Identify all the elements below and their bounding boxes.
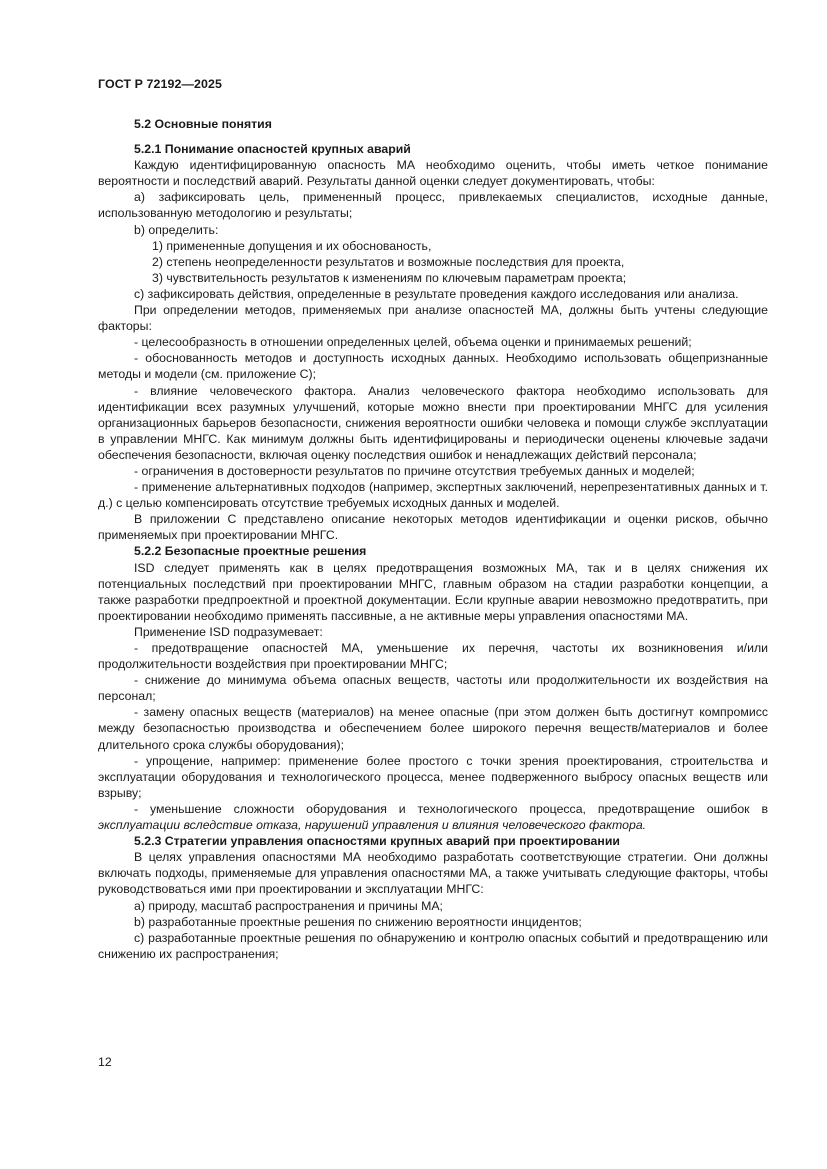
bullet-item: - предотвращение опасностей МА, уменьшение их перечня, частоты их возникновения и/или продолжительности воздействия при проектировании МНГС; (98, 641, 768, 672)
subsection-heading: 5.2.3 Стратегии управления опасностями крупных аварий при проектировании (134, 834, 620, 849)
subsection-heading: 5.2.2 Безопасные проектные решения (134, 544, 367, 559)
list-item: c) разработанные проектные решения по обнаружению и контролю опасных событий и предотвращению или снижению их распространения; (98, 930, 768, 961)
bullet-item: - снижение до минимума объема опасных веществ, частоты или продолжительности их воздействия на персонал; (98, 673, 768, 704)
paragraph: Каждую идентифицированную опасность МА необходимо оценить, чтобы иметь четкое понимание вероятности и последствий аварий. Результаты данной оценки следует документировать, чтобы: (98, 158, 768, 189)
paragraph: В целях управления опасностями МА необходимо разработать соответствующие стратегии. Они должны включать подходы, применяемые для управления опасностями МА, а также учитывать следующие факторы, чтобы руководствоваться ими при проектировании и эксплуатации МНГС: (98, 850, 768, 897)
bullet-item-text: - уменьшение сложности оборудования и технологического процесса, предотвращение ошибок в (134, 801, 768, 816)
bullet-item: - целесообразность в отношении определенных целей, объема оценки и принимаемых решений; (134, 335, 692, 350)
list-item: c) зафиксировать действия, определенные в результате проведения каждого исследования или анализа. (134, 286, 739, 301)
paragraph: При определении методов, применяемых при анализе опасностей МА, должны быть учтены следующие факторы: (98, 303, 768, 334)
document-body (98, 116, 768, 962)
bullet-item: - замену опасных веществ (материалов) на менее опасные (при этом должен быть достигнут компромисс между безопасностью производства и обеспечением более широкого перечня веществ/материалов и более длительного срока службы оборудования); (98, 705, 768, 752)
bullet-item: - влияние человеческого фактора. Анализ человеческого фактора необходимо использовать для идентификации всех разумных улучшений, которые можно внести при проектировании МНГС для усиления организационных барьеров безопасности, снижения вероятности ошибки человека и помощи службе эксплуатации в управлении МНГС. Как минимум должны быть идентифицированы и периодически оценены ключевые задачи обеспечения безопасности, включая оценку последствия ошибок и ненадлежащих действий персонала; (98, 383, 768, 462)
sub-list-item: 1) примененные допущения и их обоснованость, (152, 238, 432, 253)
paragraph: В приложении С представлено описание некоторых методов идентификации и оценки рисков, обычно применяемых при проектировании МНГС. (98, 512, 768, 543)
section-heading: 5.2 Основные понятия (134, 117, 272, 131)
document-header: ГОСТ Р 72192—2025 (98, 77, 222, 91)
bullet-item: - ограничения в достоверности результатов по причине отсутствия требуемых данных и моделей; (134, 463, 695, 478)
bullet-item: - упрощение, например: применение более простого с точки зрения проектирования, строительства и эксплуатации оборудования и технологического процесса, менее подверженного выбросу опасных веществ или взрыву; (98, 753, 768, 800)
bullet-item (98, 801, 768, 833)
subsection-heading: 5.2.1 Понимание опасностей крупных аварий (134, 142, 411, 157)
list-item: b) разработанные проектные решения по снижению вероятности инцидентов; (134, 914, 582, 929)
bullet-item: - обоснованность методов и доступность исходных данных. Необходимо использовать общепризнанные методы и модели (см. приложение С); (98, 351, 768, 382)
list-item: a) природу, масштаб распространения и причины МА; (134, 898, 443, 913)
sub-list-item: 3) чувствительность результатов к изменениям по ключевым параметрам проекта; (152, 270, 627, 285)
sub-list-item: 2) степень неопределенности результатов и возможные последствия для проекта, (152, 254, 625, 269)
list-item: b) определить: (134, 222, 219, 237)
bullet-item: - применение альтернативных подходов (например, экспертных заключений, нерепрезентативных данных и т. д.) с целью компенсировать отсутствие требуемых исходных данных и моделей. (98, 480, 768, 511)
bullet-item-italic: эксплуатации вследствие отказа, нарушений управления и влияния человеческого фактора. (98, 818, 647, 833)
page-number: 12 (98, 1055, 112, 1069)
paragraph: Применение ISD подразумевает: (134, 624, 323, 639)
paragraph: ISD следует применять как в целях предотвращения возможных МА, так и в целях снижения их потенциальных последствий при проектировании МНГС, главным образом на стадии разработки концепции, а также разработки предпроектной и проектной документации. Если крупные аварии невозможно предотвратить, при проектировании необходимо применять пассивные, а не активные меры управления опасностями МА. (98, 560, 768, 623)
list-item: a) зафиксировать цель, примененный процесс, привлекаемых специалистов, исходные данные, использованную методологию и результаты; (98, 190, 768, 221)
